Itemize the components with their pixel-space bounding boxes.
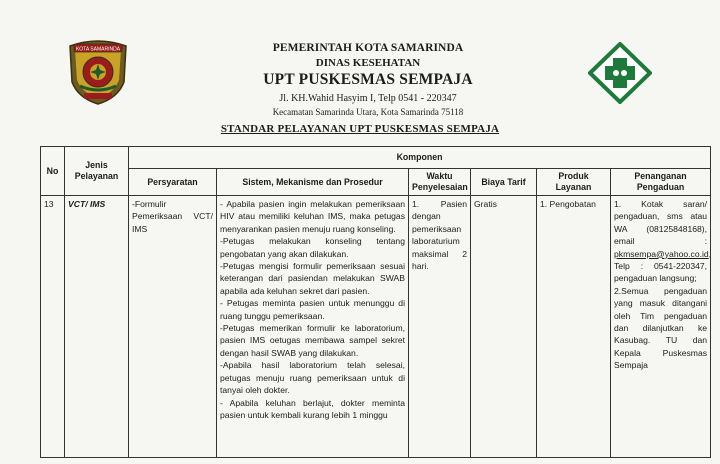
cell-jenis: VCT/ IMS [65, 196, 129, 458]
complaint-email-link[interactable]: pkmsempa@yahoo.co.id [614, 248, 709, 259]
header-sistem: Sistem, Mekanisme dan Prosedur [217, 169, 409, 196]
cell-sistem [217, 196, 409, 458]
header-persyaratan: Persyaratan [129, 169, 217, 196]
complaint-handling: 2.Semua pengaduan yang masuk ditangani oleh Tim pengaduan dan dilanjutkan ke Kasubag. TU dan Kepala Puskesmas Sempaja [614, 285, 708, 371]
document-title: STANDAR PELAYANAN UPT PUSKESMAS SEMPAJA [220, 123, 500, 135]
complaint-channels: 1. Kotak saran/ pengaduan, sms atau WA (08125848168), email : [614, 199, 708, 247]
cell-produk: 1. Pengobatan [537, 196, 611, 458]
header-waktu: Waktu Penyelesaian [409, 169, 471, 196]
procedure-step: -Apabila hasil laboratorium telah selesai, petugas menuju ruang pemeriksaan untuk di tanyai oleh dokter. [220, 360, 405, 396]
cell-no: 13 [41, 196, 65, 458]
letterhead-district: Kecamatan Samarinda Utara, Kota Samarinda 75118 [272, 107, 464, 117]
letterhead-government: PEMERINTAH KOTA SAMARINDA [272, 42, 464, 54]
cell-biaya: Gratis [471, 196, 537, 458]
table-header-row-1 [41, 147, 711, 169]
letterhead [250, 40, 486, 119]
table-row [41, 196, 711, 458]
cell-persyaratan: -Formulir Pemeriksaan VCT/ IMS [129, 196, 217, 458]
procedure-step: -Petugas mengisi formulir pemeriksaan sesuai keterangan dari pasiendan melakukan SWAB apabila ada keluhan sekret dari pasien. [220, 261, 405, 296]
samarinda-crest-logo [66, 38, 130, 106]
letterhead-address: Jl. KH.Wahid Hasyim I, Telp 0541 - 220347 [279, 93, 457, 104]
header-komponen: Komponen [129, 147, 711, 169]
header-no: No [41, 147, 65, 196]
letterhead-institution: UPT PUSKESMAS SEMPAJA [263, 71, 473, 88]
service-standard-table [40, 146, 711, 458]
procedure-step: - Apabila pasien ingin melakukan pemeriksaan HIV atau memiliki keluhan IMS, maka petugas menyarankan pasien menuju ruang konseling. [220, 199, 405, 234]
complaint-phone: , Telp : 0541-220347, pengaduan langsung; [614, 248, 712, 284]
svg-text:KOTA SAMARINDA: KOTA SAMARINDA [75, 46, 121, 53]
procedure-step: -Petugas melakukan konseling tentang pengobatan yang akan dilakukan. [220, 236, 405, 259]
cell-waktu: 1. Pasien dengan pemeriksaan laboraturium maksimal 2 hari. [409, 196, 471, 458]
table-header-row-2 [41, 169, 711, 196]
cell-penanganan [611, 196, 711, 458]
puskesmas-logo [588, 42, 652, 104]
header-penanganan: Penanganan Pengaduan [611, 169, 711, 196]
procedure-step: - Petugas meminta pasien untuk menunggu di ruang tunggu pemeriksaan. [220, 298, 405, 321]
procedure-step: - Apabila keluhan berlajut, dokter meminta pasien untuk kembali kurang lebih 1 minggu [220, 397, 405, 420]
header-jenis-pelayanan: Jenis Pelayanan [65, 147, 129, 196]
letterhead-department: DINAS KESEHATAN [315, 57, 421, 69]
header-produk: Produk Layanan [537, 169, 611, 196]
header-biaya: Biaya Tarif [471, 169, 537, 196]
procedure-step: -Petugas memerikan formulir ke laboratorium, pasien IMS oetugas membawa sampel sekret dengan hasil SWAB yang dilakukan. [220, 323, 405, 358]
